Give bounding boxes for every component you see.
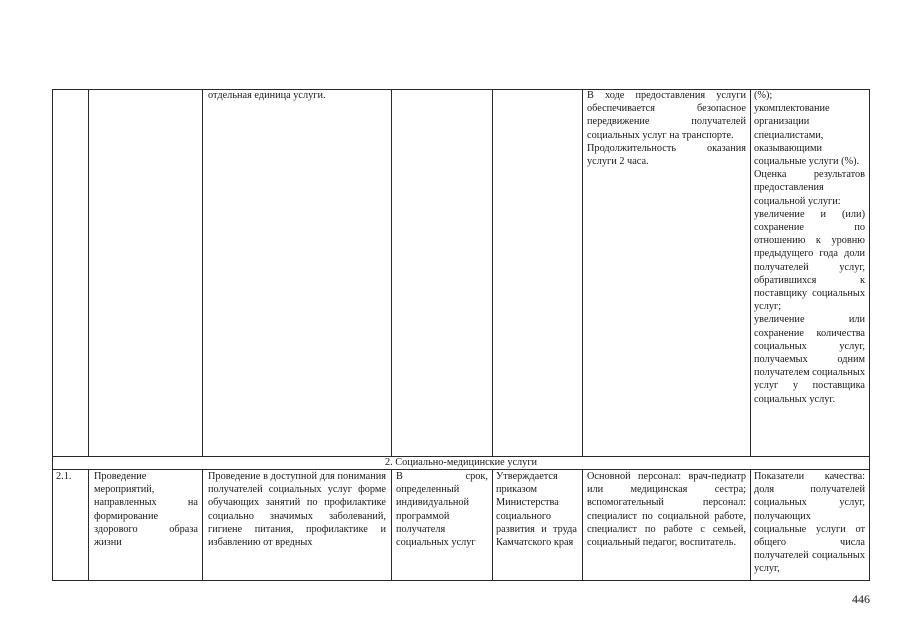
- col-border: [52, 89, 53, 456]
- col-border: [869, 469, 870, 580]
- indicators-line: увеличение или сохранение количества социальных услуг, получаемых одним получателем социальных услуг у поставщика социальных услуг.: [754, 314, 865, 405]
- col-border: [88, 89, 89, 456]
- staff-cell: Основной персонал: врач-педиатр или медицинская сестра; вспомогательный персонал: специалист по социальной работе, специалист по работе с семьей, социальный педагог, воспитатель.: [587, 471, 746, 549]
- table-top-border: [52, 89, 870, 90]
- quality-indicators-cell: Показатели качества: доля получателей социальных услуг, получающих социальные услуги от общего числа получателей социальных услуг,: [754, 471, 865, 575]
- page-number: 446: [852, 592, 870, 606]
- indicators-line: увеличение и (или) сохранение по отношению к уровню предыдущего года доли получателей услуг, обратившихся к поставщику социальных услуг;: [754, 208, 865, 313]
- service-name-cell: Проведение мероприятий, направленных на формирование здорового образа жизни: [94, 471, 198, 549]
- col-border: [750, 89, 751, 456]
- col-border: [202, 469, 203, 580]
- unit-text: отдельная единица услуги.: [208, 90, 326, 101]
- col-border: [492, 89, 493, 456]
- col-border: [391, 89, 392, 456]
- approval-cell: Утверждается приказом Министерства социального развития и труда Камчатского края: [496, 471, 577, 549]
- col-border: [391, 469, 392, 580]
- col-border: [88, 469, 89, 580]
- service-description-cell: Проведение в доступной для понимания получателей социальных услуг форме обучающих занятий по профилактике социально значимых заболеваний, гигиене питания, профилактике и избавлению от вредных: [208, 471, 386, 549]
- term-cell: В срок, определенный индивидуальной программой получателя социальных услуг: [396, 471, 488, 549]
- row-number-cell: 2.1.: [56, 471, 72, 482]
- conditions-paragraph: В ходе предоставления услуги обеспечивается безопасное передвижение получателей социальных услуг на транспорте.: [587, 90, 746, 141]
- col-border: [52, 469, 53, 580]
- col-border: [869, 89, 870, 456]
- col-border: [750, 469, 751, 580]
- indicators-line: Оценка результатов предоставления социальной услуги:: [754, 169, 865, 207]
- col-border: [582, 89, 583, 456]
- col-border: [202, 89, 203, 456]
- unit-cell: [208, 89, 386, 455]
- col-border: [492, 469, 493, 580]
- conditions-cell: [587, 89, 746, 455]
- indicators-line: укомплектование организации специалистами, оказывающими социальные услуги (%).: [754, 103, 860, 168]
- col-border: [582, 469, 583, 580]
- table-bottom-border: [52, 580, 870, 581]
- conditions-paragraph: Продолжительность оказания услуги 2 часа.: [587, 142, 746, 168]
- indicators-line: (%);: [754, 90, 773, 101]
- section-heading: 2. Социально-медицинские услуги: [384, 457, 538, 468]
- indicators-cell: [754, 89, 865, 455]
